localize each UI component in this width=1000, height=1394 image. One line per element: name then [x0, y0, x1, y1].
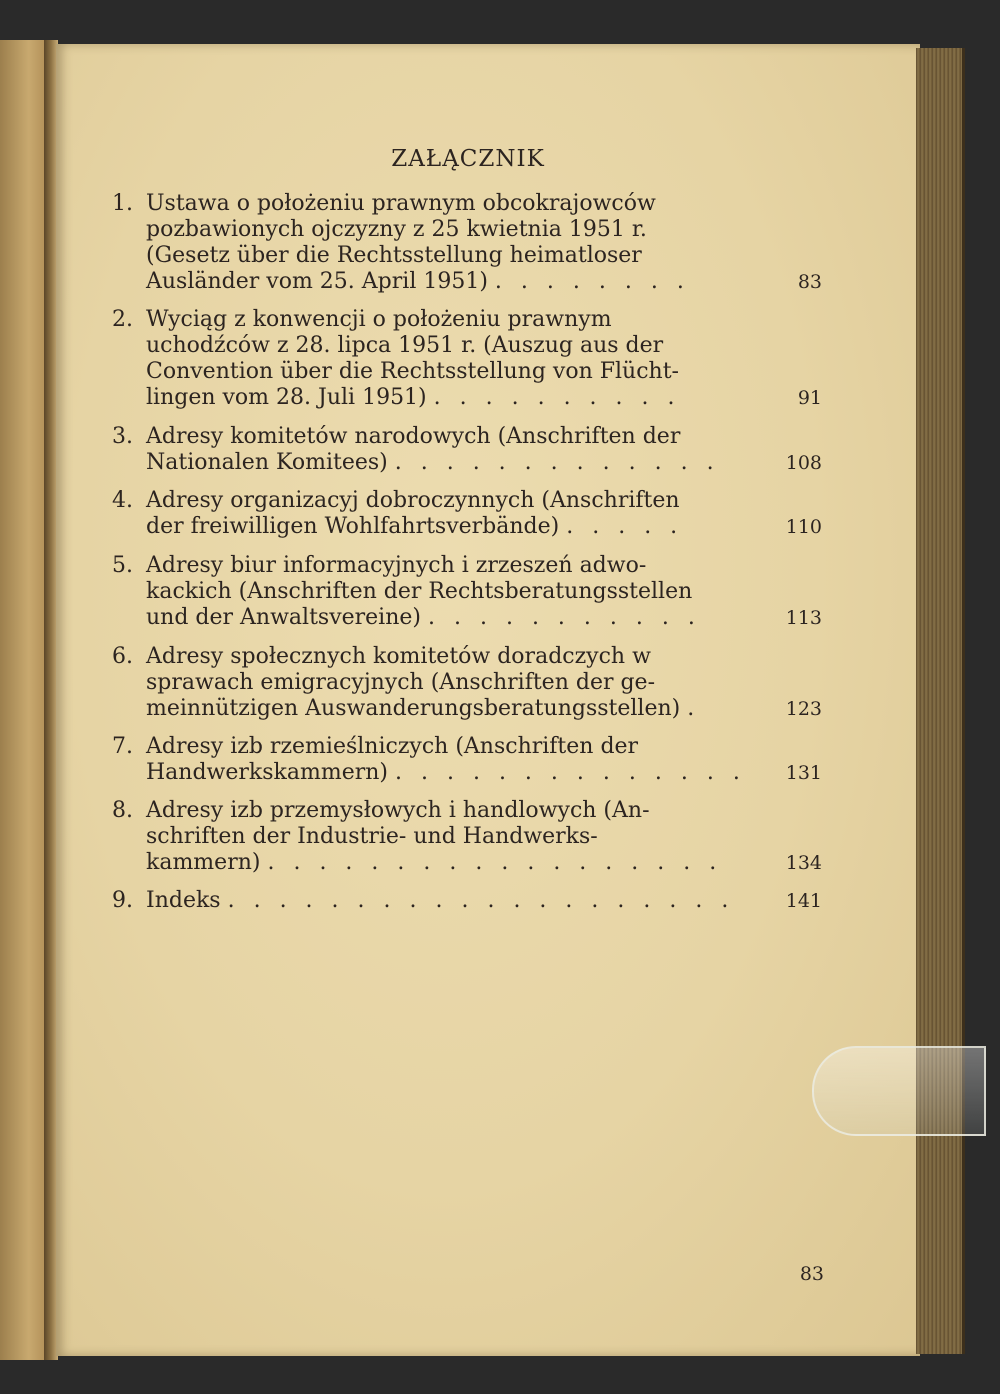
- toc-entry: [112, 191, 822, 295]
- leader-dots: . . . . . . . .: [494, 269, 690, 294]
- entry-text: Adresy społecznych komitetów doradczych w: [146, 644, 651, 669]
- page-number: 123: [785, 698, 822, 720]
- entry-text: [146, 269, 690, 295]
- entry-text: [146, 450, 720, 476]
- toc-line: [112, 333, 822, 359]
- toc-line: [112, 514, 822, 540]
- entry-text: Adresy izb rzemieślniczych (Anschriften der: [146, 734, 639, 759]
- toc-line: [112, 359, 822, 385]
- entry-number: 3.: [112, 424, 133, 449]
- folio-page-number: 83: [799, 1263, 824, 1285]
- toc-entry: [112, 307, 822, 411]
- toc-entry: [112, 734, 822, 786]
- entry-text: (Gesetz über die Rechtsstellung heimatloser: [146, 243, 642, 268]
- toc-entry: [112, 553, 822, 631]
- toc-line: [112, 644, 822, 670]
- toc-line: [112, 850, 822, 876]
- page-number: 108: [785, 452, 822, 474]
- entry-number: 1.: [112, 191, 133, 216]
- entry-number: 5.: [112, 553, 133, 578]
- toc-line: [112, 888, 822, 914]
- entry-number: 8.: [112, 798, 133, 823]
- entry-text-end: lingen vom 28. Juli 1951): [146, 385, 427, 410]
- toc-line: [112, 191, 822, 217]
- toc-line: [112, 385, 822, 411]
- entry-text-end: Indeks: [146, 888, 221, 913]
- entry-text: kackich (Anschriften der Rechtsberatungsstellen: [146, 579, 693, 604]
- entry-text: [146, 514, 683, 540]
- toc-line: [112, 307, 822, 333]
- toc-line: [112, 798, 822, 824]
- entry-number: 9.: [112, 888, 133, 913]
- entry-text: [146, 850, 722, 876]
- entry-text: Convention über die Rechtsstellung von Flücht-: [146, 359, 679, 384]
- leader-dots: . . . . . . . . . . .: [428, 605, 701, 630]
- entry-text-end: Nationalen Komitees): [146, 450, 388, 475]
- entry-text: [146, 696, 700, 722]
- toc-entry: [112, 488, 822, 540]
- toc-line: [112, 217, 822, 243]
- toc-entry: [112, 798, 822, 876]
- entry-text-end: Handwerkskammern): [146, 760, 388, 785]
- leader-dots: . . . . . . . . . . . . .: [394, 450, 720, 475]
- entry-text: [146, 760, 746, 786]
- toc-entry: [112, 644, 822, 722]
- toc-line: [112, 605, 822, 631]
- entry-text-end: der freiwilligen Wohlfahrtsverbände): [146, 514, 560, 539]
- entry-text-end: kammern): [146, 850, 261, 875]
- entry-text: sprawach emigracyjnych (Anschriften der ge-: [146, 670, 656, 695]
- toc-line: [112, 488, 822, 514]
- toc-line: [112, 824, 822, 850]
- page-number: 131: [785, 762, 822, 784]
- entry-text: Wyciąg z konwencji o położeniu prawnym: [146, 307, 612, 332]
- page-number: 113: [785, 607, 822, 629]
- page-block-edge: [916, 48, 965, 1354]
- toc-line: [112, 760, 822, 786]
- toc-entry: [112, 424, 822, 476]
- leader-dots: . . . . . . . . . . . . . .: [395, 760, 746, 785]
- toc-entry: [112, 888, 822, 914]
- toc-line: [112, 269, 822, 295]
- page-number: 141: [785, 890, 822, 912]
- entry-text-end: und der Anwaltsvereine): [146, 605, 421, 630]
- page-number: 91: [797, 387, 822, 409]
- entry-text: Adresy komitetów narodowych (Anschriften der: [146, 424, 681, 449]
- toc-line: [112, 734, 822, 760]
- entry-text: Adresy organizacyj dobroczynnych (Anschriften: [146, 488, 680, 513]
- entry-text: [146, 385, 681, 411]
- toc-line: [112, 579, 822, 605]
- entry-text: uchodźców z 28. lipca 1951 r. (Auszug aus der: [146, 333, 664, 358]
- entry-text-end: Ausländer vom 25. April 1951): [146, 269, 488, 294]
- toc-line: [112, 553, 822, 579]
- entry-text: Ustawa o położeniu prawnym obcokrajowców: [146, 191, 656, 216]
- page-heading: ZAŁĄCZNIK: [391, 146, 545, 172]
- entry-number: 2.: [112, 307, 133, 332]
- entry-number: 4.: [112, 488, 133, 513]
- entry-number: 6.: [112, 644, 133, 669]
- leader-dots: .: [687, 696, 701, 721]
- leader-dots: . . . . . . . . . .: [433, 385, 681, 410]
- entry-text: Adresy izb przemysłowych i handlowych (An-: [146, 798, 650, 823]
- entry-text: [146, 605, 701, 631]
- facing-page-edge: [0, 40, 48, 1360]
- toc-line: [112, 243, 822, 269]
- entry-number: 7.: [112, 734, 133, 759]
- page-number: 134: [785, 852, 822, 874]
- toc-line: [112, 670, 822, 696]
- toc-line: [112, 696, 822, 722]
- page-number: 83: [797, 271, 822, 293]
- leader-dots: . . . . . . . . . . . . . . . . . .: [267, 850, 723, 875]
- toc-line: [112, 450, 822, 476]
- entry-text: Adresy biur informacyjnych i zrzeszeń adwo-: [146, 553, 647, 578]
- leader-dots: . . . . . . . . . . . . . . . . . . . .: [227, 888, 735, 913]
- entry-text: [146, 888, 734, 914]
- entry-text: schriften der Industrie- und Handwerks-: [146, 824, 598, 849]
- bookmark-clip: [812, 1046, 986, 1136]
- entry-text-end: meinnützigen Auswanderungsberatungsstellen): [146, 696, 681, 721]
- entry-text: pozbawionych ojczyzny z 25 kwietnia 1951 r.: [146, 217, 647, 242]
- toc-line: [112, 424, 822, 450]
- page-number: 110: [785, 516, 822, 538]
- leader-dots: . . . . .: [566, 514, 684, 539]
